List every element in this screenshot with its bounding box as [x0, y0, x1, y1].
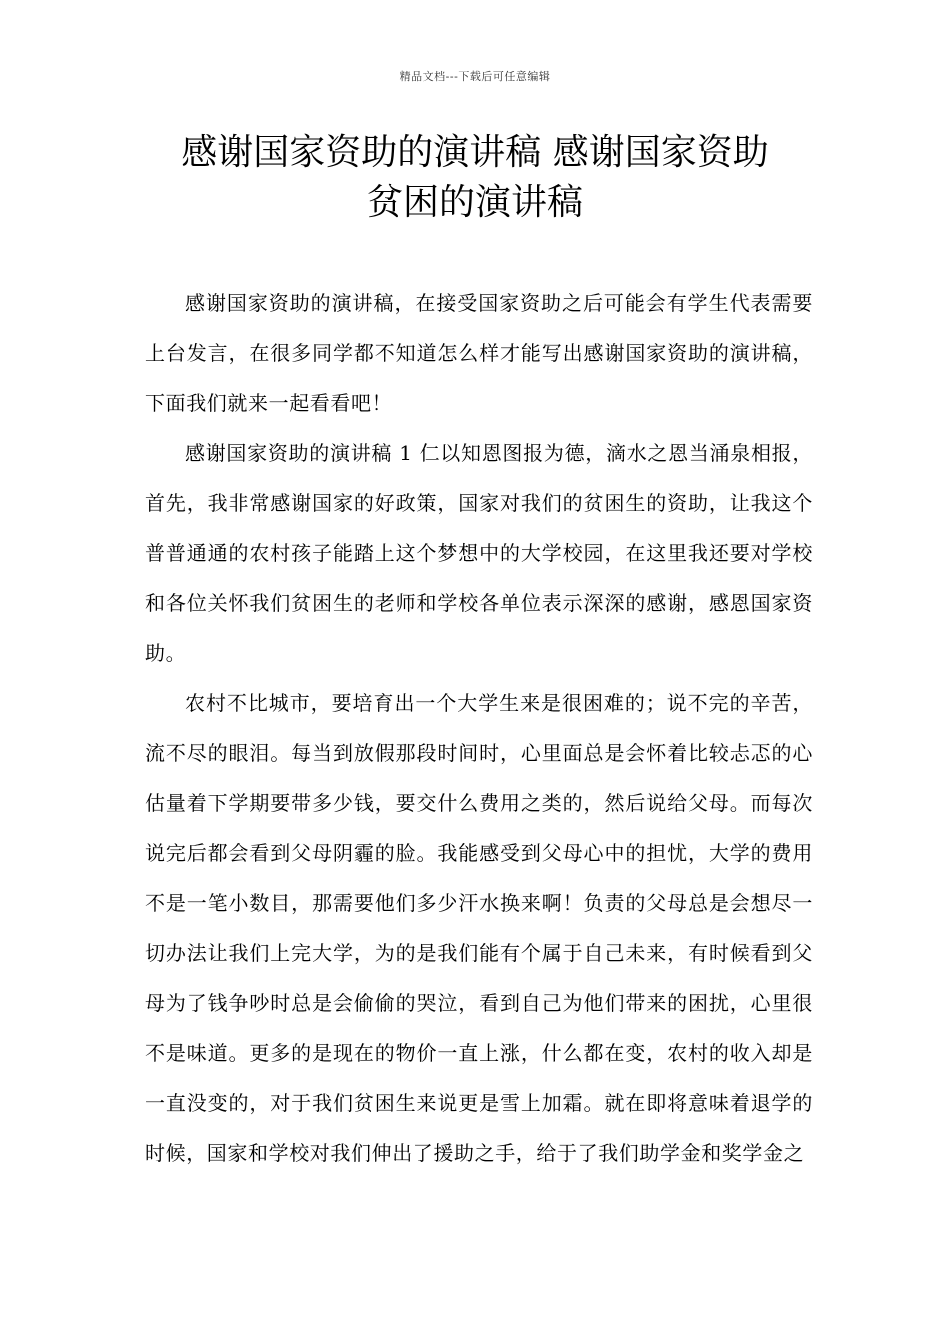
- document-title: [100, 128, 850, 228]
- page-header: 精品文档---下载后可任意编辑: [399, 70, 551, 83]
- paragraph-speech-1: 感谢国家资助的演讲稿 1 仁以知恩图报为德，滴水之恩当涌泉相报，首先，我非常感谢国家的好政策，国家对我们的贫困生的资助，让我这个普普通通的农村孩子能踏上这个梦想中的大学校园，在这里我还要对学校和各位关怀我们贫困生的老师和学校各单位表示深深的感谢，感恩国家资助。: [145, 441, 813, 665]
- paragraph-rural-hardship: 农村不比城市，要培育出一个大学生来是很困难的；说不完的辛苦，流不尽的眼泪。每当到放假那段时间时，心里面总是会怀着比较忐忑的心估量着下学期要带多少钱，要交什么费用之类的，然后说给父母。而每次说完后都会看到父母阴霾的脸。我能感受到父母心中的担忧，大学的费用不是一笔小数目，那需要他们多少汗水换来啊！负责的父母总是会想尽一切办法让我们上完大学，为的是我们能有个属于自己未来，有时候看到父母为了钱争吵时总是会偷偷的哭泣，看到自己为他们带来的困扰，心里很不是味道。更多的是现在的物价一直上涨，什么都在变，农村的收入却是一直没变的，对于我们贫困生来说更是雪上加霜。就在即将意味着退学的时候，国家和学校对我们伸出了援助之手，给于了我们助学金和奖学金之: [145, 691, 813, 1165]
- paragraph-intro: 感谢国家资助的演讲稿，在接受国家资助之后可能会有学生代表需要上台发言，在很多同学都不知道怎么样才能写出感谢国家资助的演讲稿，下面我们就来一起看看吧！: [145, 291, 813, 415]
- document-title-line-2: 贫困的演讲稿: [366, 182, 583, 223]
- document-body: [145, 278, 813, 1178]
- document-title-line-1: 感谢国家资助的演讲稿 感谢国家资助: [181, 132, 769, 173]
